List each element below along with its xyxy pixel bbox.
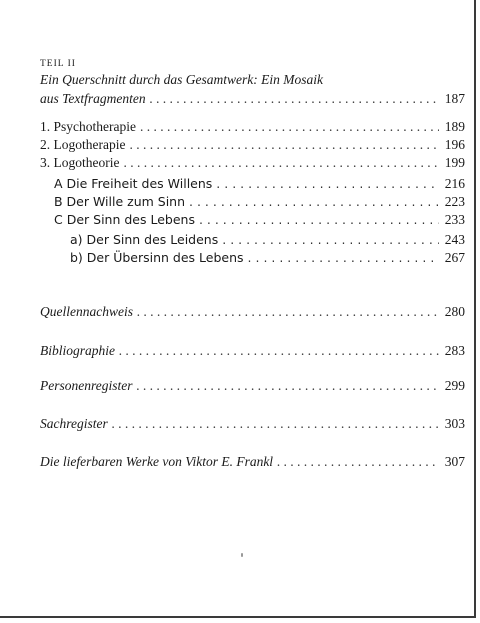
leader-dots <box>123 155 439 171</box>
subsection-label: b) Der Übersinn des Lebens <box>70 250 244 265</box>
page-number: 267 <box>444 250 465 265</box>
part-label: TEIL II <box>40 59 76 69</box>
page-number: 189 <box>444 119 465 134</box>
appendix-label: Bibliographie <box>40 343 115 358</box>
toc-appendix-entry <box>40 454 465 472</box>
leader-dots <box>140 119 439 135</box>
leader-dots <box>277 454 439 470</box>
page-number: 303 <box>444 416 465 431</box>
leader-dots <box>136 378 439 394</box>
appendix-label: Personenregister <box>40 378 133 393</box>
page-number: 199 <box>444 155 465 170</box>
leader-dots <box>199 212 439 227</box>
page-number: 216 <box>444 176 465 191</box>
section-label: C Der Sinn des Lebens <box>54 212 195 227</box>
chapter-label: 2. Logotherapie <box>40 137 126 152</box>
page-number: 283 <box>444 343 465 358</box>
page-number: 299 <box>444 378 465 393</box>
appendix-label: Quellennachweis <box>40 304 133 319</box>
toc-section <box>54 194 465 212</box>
chapter-label: 3. Logotheorie <box>40 155 120 170</box>
toc-chapter <box>40 137 465 155</box>
part-title-line2: aus Textfragmenten <box>40 91 146 106</box>
toc-appendix-entry <box>40 378 465 396</box>
toc-chapter <box>40 119 465 137</box>
leader-dots <box>129 137 439 153</box>
toc-appendix-entry <box>40 304 465 322</box>
part-title-entry <box>40 91 465 109</box>
leader-dots <box>112 416 439 432</box>
leader-dots <box>248 250 439 265</box>
section-label: A Die Freiheit des Willens <box>54 176 213 191</box>
leader-dots <box>119 343 439 359</box>
leader-dots <box>216 176 439 191</box>
page-number: 243 <box>444 232 465 247</box>
toc-subsection <box>70 232 465 250</box>
appendix-label: Sachregister <box>40 416 108 431</box>
leader-dots <box>137 304 439 320</box>
page-number: 187 <box>444 91 465 106</box>
page-number: 196 <box>444 137 465 152</box>
toc-section <box>54 212 465 230</box>
chapter-label: 1. Psychotherapie <box>40 119 136 134</box>
toc-appendix-entry <box>40 416 465 434</box>
section-label: B Der Wille zum Sinn <box>54 194 186 209</box>
leader-dots <box>222 232 439 247</box>
toc-chapter <box>40 155 465 173</box>
page-number: 280 <box>444 304 465 319</box>
toc-appendix-entry <box>40 343 465 361</box>
page-number: 307 <box>444 454 465 469</box>
paper-speck <box>241 553 243 557</box>
subsection-label: a) Der Sinn des Leidens <box>70 232 219 247</box>
leader-dots <box>150 91 439 107</box>
page-number: 233 <box>444 212 465 227</box>
page-number: 223 <box>444 194 465 209</box>
appendix-label: Die lieferbaren Werke von Viktor E. Frankl <box>40 454 274 469</box>
leader-dots <box>189 194 439 209</box>
toc-section <box>54 176 465 194</box>
toc-subsection <box>70 250 465 268</box>
part-title-line1: Ein Querschnitt durch das Gesamtwerk: Ein Mosaik <box>40 72 323 87</box>
